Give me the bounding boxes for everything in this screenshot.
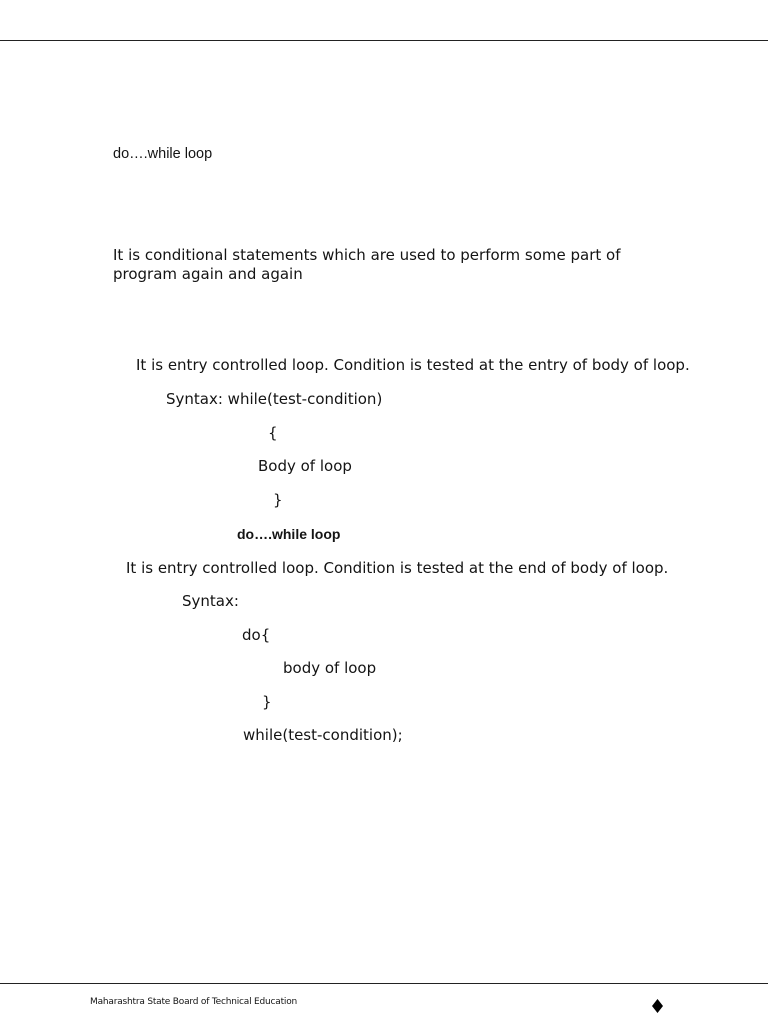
- while-description: It is entry controlled loop. Condition is tested at the entry of body of loop.: [136, 356, 690, 374]
- dowhile-description: It is entry controlled loop. Condition is tested at the end of body of loop.: [126, 559, 669, 577]
- dowhile-body: body of loop: [283, 659, 377, 677]
- while-syntax: Syntax: while(test-condition): [166, 390, 383, 408]
- dowhile-close-brace: }: [262, 693, 272, 711]
- small-heading: do….while loop: [113, 146, 213, 162]
- bottom-rule: [0, 983, 768, 984]
- dowhile-do-line: do{: [242, 626, 271, 644]
- diamond-icon: [652, 999, 663, 1013]
- intro-paragraph: [113, 246, 653, 284]
- footer-text: Maharashtra State Board of Technical Education: [90, 997, 298, 1007]
- dowhile-title: do….while loop: [237, 526, 341, 542]
- while-body: Body of loop: [258, 457, 352, 475]
- intro-line-2: program again and again: [113, 265, 303, 283]
- while-close-brace: }: [273, 491, 283, 509]
- dowhile-syntax-label: Syntax:: [182, 592, 239, 610]
- top-rule: [0, 40, 768, 41]
- intro-line-1: It is conditional statements which are used to perform some part of: [113, 246, 621, 264]
- while-open-brace: {: [268, 424, 278, 442]
- dowhile-condition: while(test-condition);: [243, 726, 403, 744]
